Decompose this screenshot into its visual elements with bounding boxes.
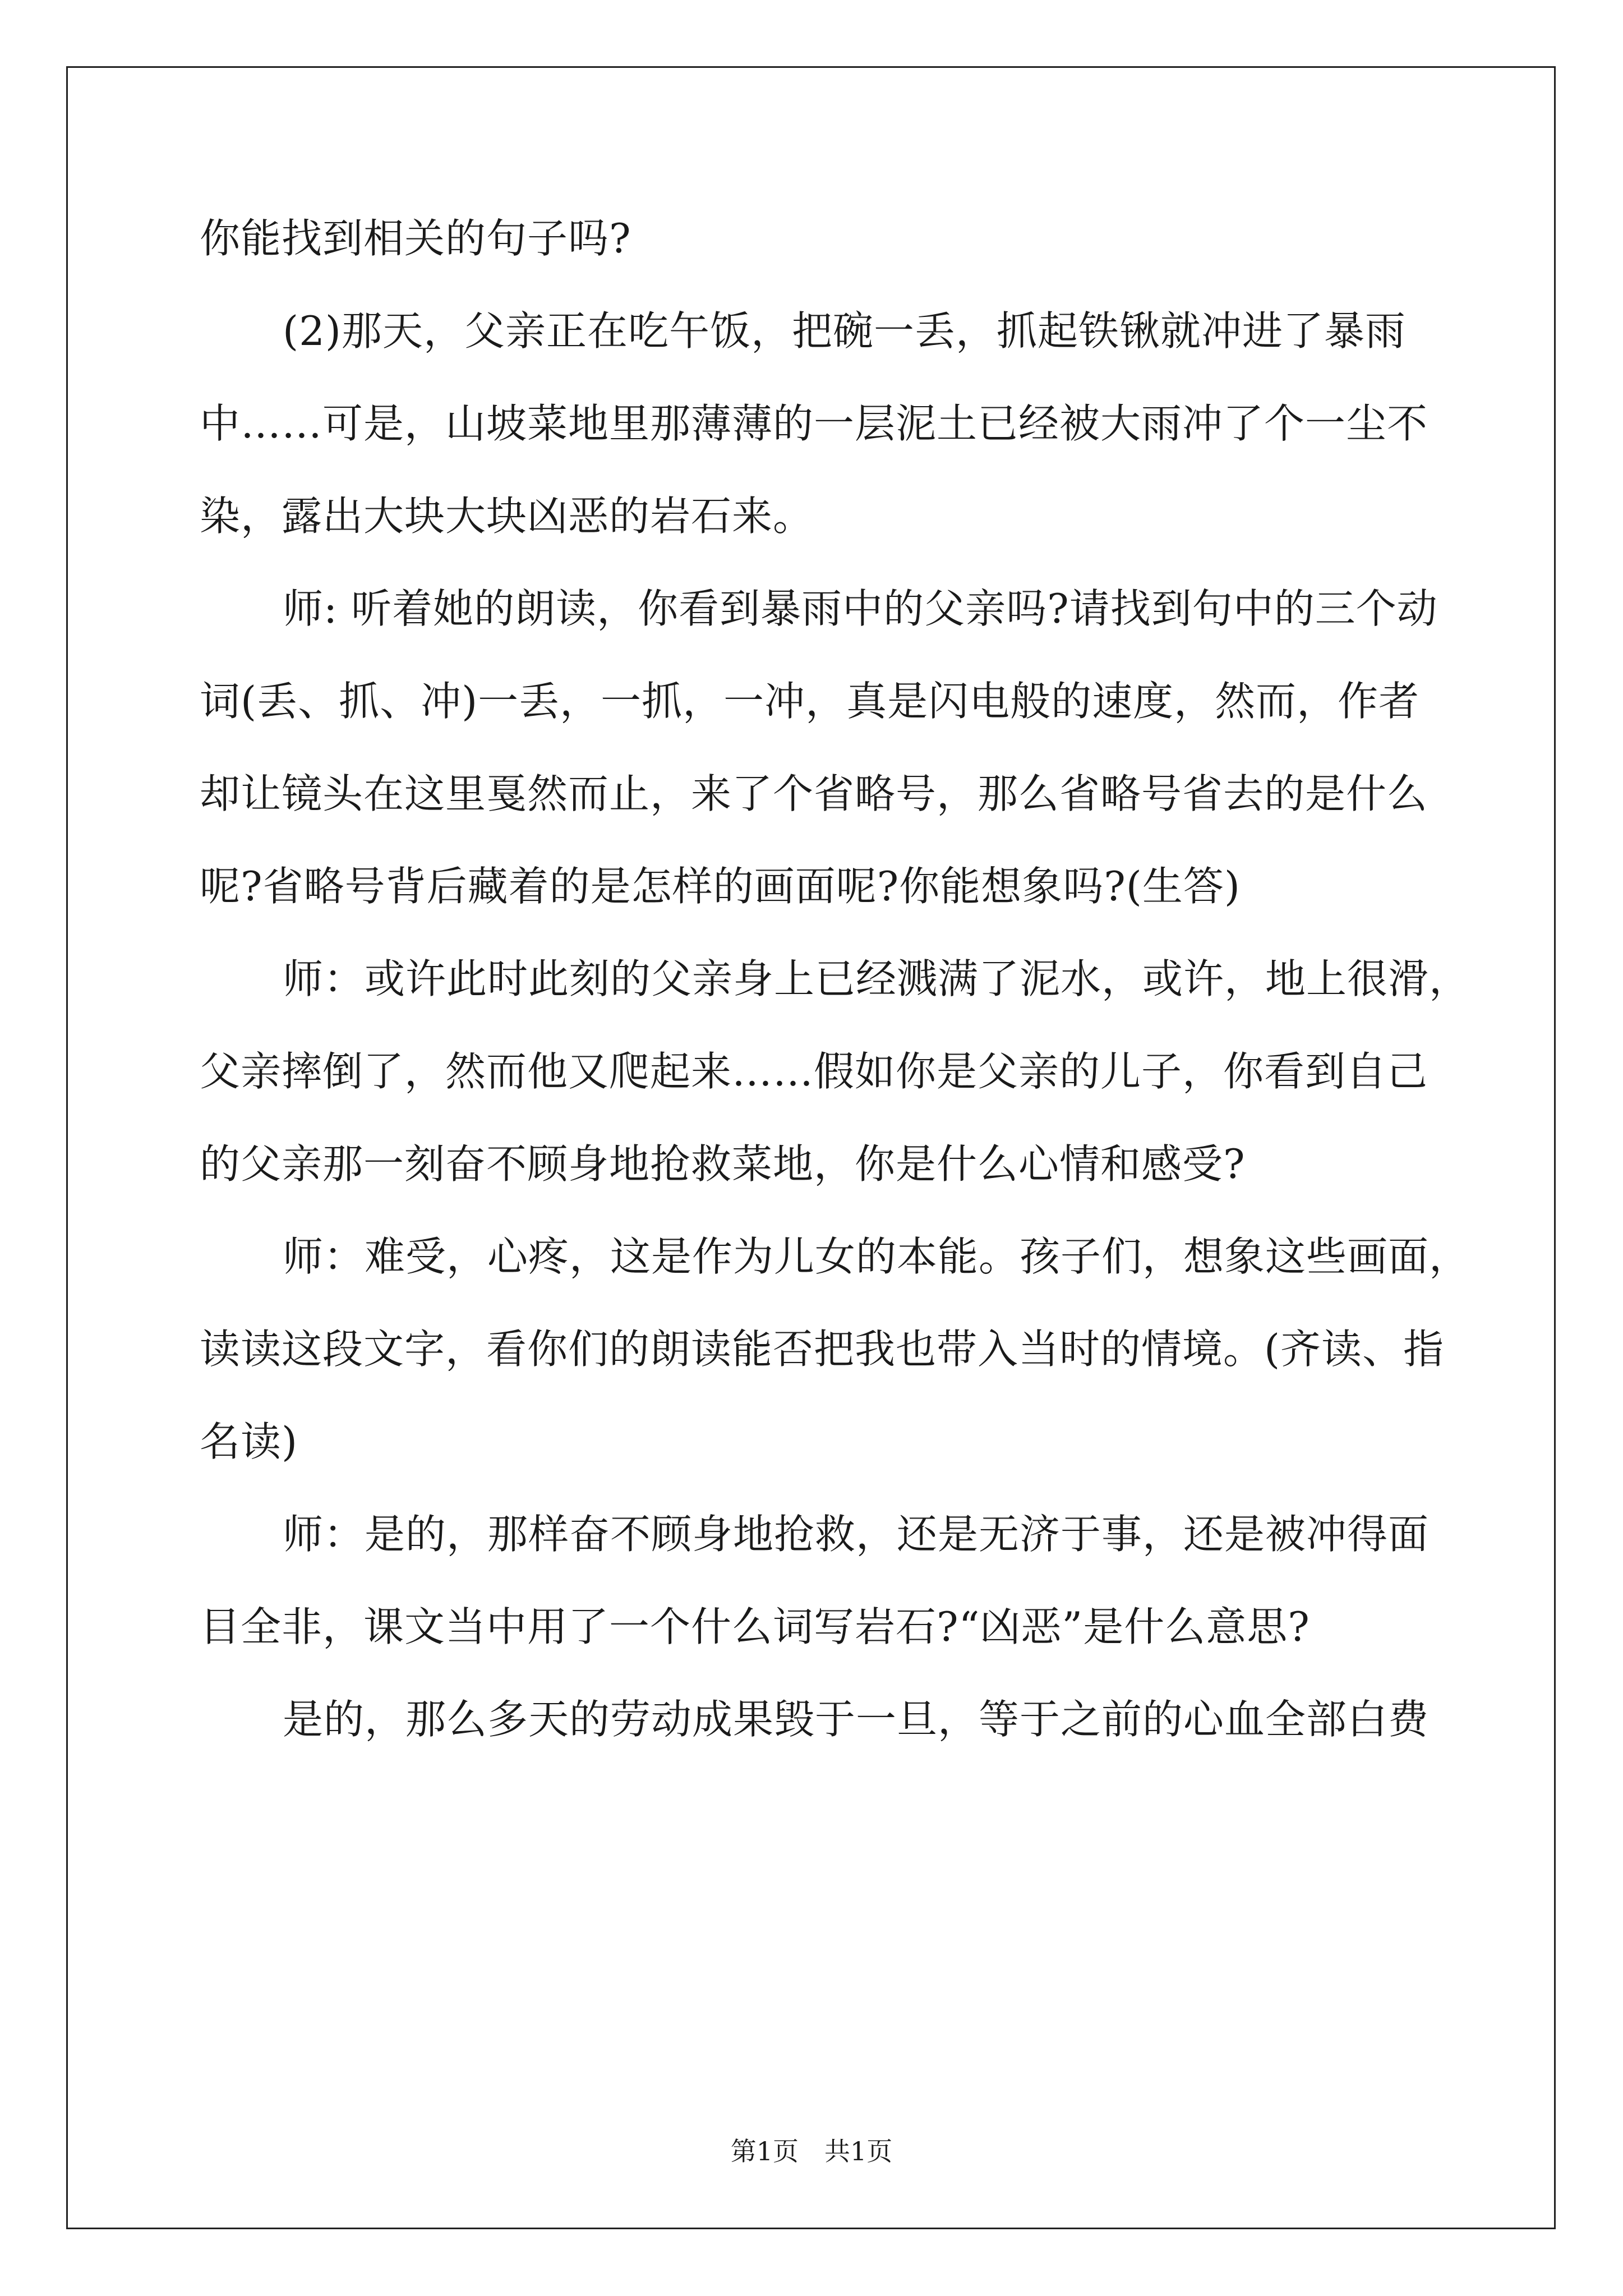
text-line: 师: 听着她的朗读，你看到暴雨中的父亲吗?请找到句中的三个动: [283, 585, 1438, 632]
text-line: 师：难受，心疼，这是作为儿女的本能。孩子们，想象这些画面，: [283, 1233, 1470, 1280]
text-line: 师：是的，那样奋不顾身地抢救，还是无济于事，还是被冲得面: [283, 1511, 1430, 1558]
text-line: (2)那天，父亲正在吃午饭，把碗一丢，抓起铁锹就冲进了暴雨: [283, 307, 1406, 355]
text-line: 是的，那么多天的劳动成果毁于一旦，等于之前的心血全部白费: [283, 1696, 1430, 1743]
text-line: 词(丢、抓、冲)一丢，一抓，一冲，真是闪电般的速度，然而，作者: [200, 678, 1420, 725]
text-line: 呢?省略号背后藏着的是怎样的画面呢?你能想象吗?(生答): [200, 863, 1241, 910]
page-footer: 第1页 共1页: [730, 2136, 893, 2166]
text-line: 名读): [200, 1418, 298, 1465]
text-line: 目全非，课文当中用了一个什么词写岩石?“凶恶”是什么意思?: [200, 1603, 1310, 1650]
text-line: 你能找到相关的句子吗?: [200, 215, 631, 262]
text-line: 师：或许此时此刻的父亲身上已经溅满了泥水，或许，地上很滑，: [283, 955, 1470, 1002]
text-line: 中……可是，山坡菜地里那薄薄的一层泥土已经被大雨冲了个一尘不: [200, 400, 1428, 447]
text-line: 读读这段文字，看你们的朗读能否把我也带入当时的情境。(齐读、指: [200, 1326, 1445, 1373]
text-line: 却让镜头在这里戛然而止，来了个省略号，那么省略号省去的是什么: [200, 770, 1428, 817]
text-line: 染，露出大块大块凶恶的岩石来。: [200, 493, 814, 540]
text-line: 的父亲那一刻奋不顾身地抢救菜地，你是什么心情和感受?: [200, 1140, 1246, 1188]
text-line: 父亲摔倒了，然而他又爬起来……假如你是父亲的儿子，你看到自己: [200, 1048, 1428, 1095]
